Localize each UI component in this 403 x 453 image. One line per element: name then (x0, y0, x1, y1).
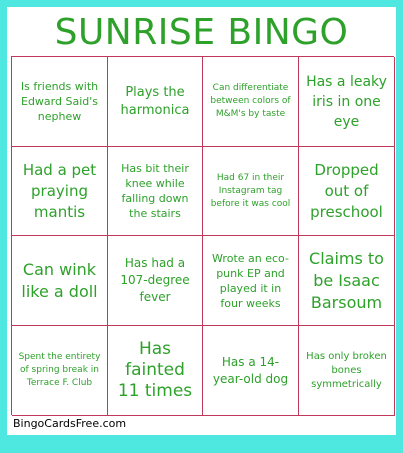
bingo-cell-text: Plays the harmonica (120, 84, 190, 118)
bingo-cell-text: Has a 14-year-old dog (212, 354, 289, 386)
bingo-card (7, 7, 396, 435)
bingo-cell-text: Dropped out of preschool (310, 160, 383, 221)
footer-credit: BingoCardsFree.com (13, 417, 127, 430)
bingo-cell[interactable] (108, 236, 203, 326)
bingo-cell-text: Has a leaky iris in one eye (306, 73, 387, 130)
bingo-cell[interactable] (299, 326, 395, 416)
bingo-cell[interactable] (203, 326, 299, 416)
bingo-cell[interactable] (203, 236, 299, 326)
bingo-cell[interactable] (299, 147, 395, 236)
bingo-cell[interactable] (12, 57, 108, 147)
bingo-cell[interactable] (108, 57, 203, 147)
bingo-cell-text: Is friends with Edward Said's nephew (20, 80, 99, 123)
bingo-cell[interactable] (108, 147, 203, 236)
bingo-cell-text: Spent the entirety of spring break in Terrace F. Club (18, 352, 101, 388)
card-title: SUNRISE BINGO (54, 12, 349, 53)
bingo-cell[interactable] (299, 57, 395, 147)
bingo-grid (11, 56, 394, 415)
bingo-cell-text: Claims to be Isaac Barsoum (309, 248, 384, 312)
bingo-cell-text: Can wink like a doll (21, 259, 98, 301)
bingo-cell-text: Has only broken bones symmetrically (306, 350, 387, 390)
bingo-cell-text: Has had a 107-degree fever (120, 256, 190, 304)
bingo-cell[interactable] (203, 147, 299, 236)
bingo-cell[interactable] (299, 236, 395, 326)
bingo-cell[interactable] (203, 57, 299, 147)
bingo-cell[interactable] (108, 326, 203, 416)
bingo-cell[interactable] (12, 236, 108, 326)
bingo-cell-text: Has fainted 11 times (117, 339, 193, 401)
bingo-cell-text: Has bit their knee while falling down the stairs (121, 162, 189, 220)
bingo-cell[interactable] (12, 147, 108, 236)
bingo-cell-text: Had 67 in their Instagram tag before it was cool (210, 172, 291, 209)
bingo-cell-text: Had a pet praying mantis (22, 160, 97, 221)
bingo-cell-text: Wrote an eco-punk EP and played it in four weeks (212, 251, 289, 310)
bingo-cell[interactable] (12, 326, 108, 416)
bingo-cell-text: Can differentiate between colors of M&M's by taste (210, 83, 291, 119)
